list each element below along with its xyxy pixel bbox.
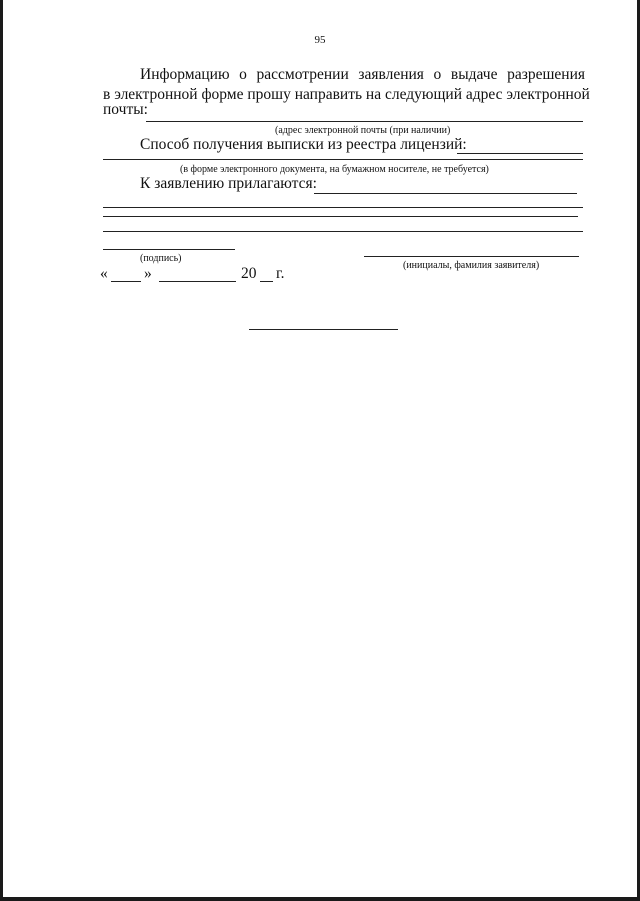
attachments-label: К заявлению прилагаются: — [140, 175, 317, 192]
attachments-input-line-3[interactable] — [103, 216, 578, 217]
paragraph-line-2: в электронной форме прошу направить на следующий адрес электронной — [103, 86, 590, 103]
paragraph-line-3: почты: — [103, 101, 148, 118]
email-caption: (адрес электронной почты (при наличии) — [275, 125, 451, 136]
date-day-line[interactable] — [111, 281, 141, 282]
signature-caption: (подпись) — [140, 253, 182, 264]
separator-line — [249, 329, 398, 330]
attachments-input-line-2[interactable] — [103, 207, 583, 208]
date-year-suffix: г. — [276, 265, 285, 282]
signature-line[interactable] — [103, 249, 235, 250]
email-input-line[interactable] — [146, 121, 583, 122]
extract-method-label: Способ получения выписки из реестра лицензий: — [140, 136, 467, 153]
scan-border-left — [0, 0, 3, 901]
date-year-prefix: 20 — [241, 265, 257, 282]
date-close-quote: » — [144, 265, 152, 282]
attachments-input-line-1[interactable] — [314, 193, 577, 194]
scan-border-bottom — [0, 897, 640, 901]
extract-method-input-line[interactable] — [457, 153, 583, 154]
attachments-input-line-4[interactable] — [103, 231, 583, 232]
date-open-quote: « — [100, 265, 108, 282]
name-caption: (инициалы, фамилия заявителя) — [403, 260, 540, 271]
extract-method-input-line-2[interactable] — [103, 159, 583, 160]
paragraph-line-1: Информацию о рассмотрении заявления о выдаче разрешения — [140, 66, 585, 83]
name-line[interactable] — [364, 256, 579, 257]
extract-method-caption: (в форме электронного документа, на бумажном носителе, не требуется) — [180, 164, 489, 175]
date-year-line[interactable] — [260, 281, 273, 282]
page-number: 95 — [314, 34, 326, 46]
date-month-line[interactable] — [159, 281, 236, 282]
